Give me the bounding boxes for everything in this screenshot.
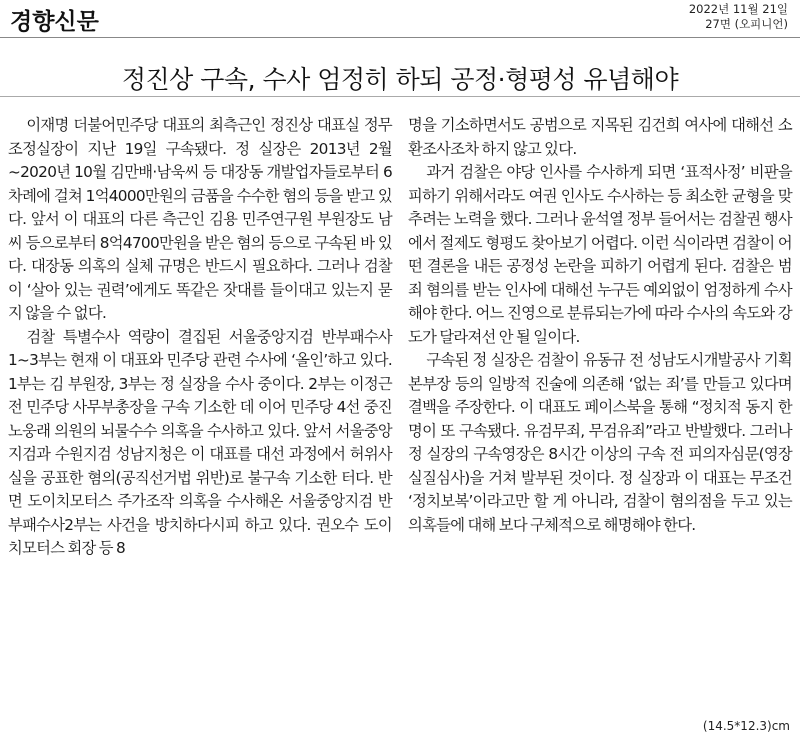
paragraph: 과거 검찰은 야당 인사를 수사하게 되면 ‘표적사정’ 비판을 피하기 위해서라도 여권 인사도 수사하는 등 최소한 균형을 맞추려는 노력을 했다. 그러나 윤석열 정부 들어서는 검찰권 행사에서 절제도 형평도 찾아보기 어렵다. 이런 식이라면 검찰이 어떤 결론을 내든 공정성 논란을 피하기 어렵게 된다. 검찰은 범죄 혐의를 받는 인사에 대해선 누구든 예외없이 엄정하게 수사해야 한다. 어느 진영으로 분류되는가에 따라 수사의 속도와 강도가 달라져선 안 될 일이다. [408, 163, 792, 346]
article-body [8, 114, 792, 561]
paragraph: 구속된 정 실장은 검찰이 유동규 전 성남도시개발공사 기획본부장 등의 일방적 진술에 의존해 ‘없는 죄’를 만들고 있다며 결백을 주장한다. 이 대표도 페이스북을 통해 “정치적 동지 한 명이 또 구속됐다. 유검무죄, 무검유죄”라고 반발했다. 그러나 정 실장의 구속영장은 8시간 이상의 구속 전 피의자심문(영장실질심사)을 거쳐 발부된 것이다. 정 실장과 이 대표는 무조건 ‘정치보복’이라고만 할 게 아니라, 검찰이 혐의점을 두고 있는 의혹들에 대해 보다 구체적으로 해명해야 한다. [408, 351, 792, 534]
top-divider [0, 37, 800, 38]
right-column [408, 114, 792, 561]
publication-date: 2022년 11월 21일 [688, 2, 788, 16]
left-column [8, 114, 392, 561]
clipping-size: (14.5*12.3)cm [702, 719, 790, 733]
headline-divider [0, 96, 800, 97]
paragraph-continued: 명을 기소하면서도 공범으로 지목된 김건희 여사에 대해선 소환조사조차 하지 않고 있다. [408, 116, 792, 158]
newspaper-masthead: 경향신문 [10, 9, 99, 35]
paragraph: 검찰 특별수사 역량이 결집된 서울중앙지검 반부패수사1~3부는 현재 이 대표와 민주당 관련 수사에 ‘올인’하고 있다. 1부는 김 부원장, 3부는 정 실장을 수사 중이다. 2부는 이정근 전 민주당 사무부총장을 구속 기소한 데 이어 민주당 4선 중진 노웅래 의원의 뇌물수수 의혹을 수사하고 있다. 앞서 서울중앙지검과 수원지검 성남지청은 이 대표를 대선 과정에서 허위사실을 공표한 혐의(공직선거법 위반)로 불구속 기소한 터다. 반면 도이치모터스 주가조작 의혹을 수사해온 서울중앙지검 반부패수사2부는 사건을 방치하다시피 하고 있다. 권오수 도이치모터스 회장 등 8 [8, 327, 392, 557]
article-headline: 정진상 구속, 수사 엄정히 하되 공정·형평성 유념해야 [121, 64, 679, 94]
page-section: 27면 (오피니언) [705, 17, 788, 31]
paragraph: 이재명 더불어민주당 대표의 최측근인 정진상 대표실 정무조정실장이 지난 19일 구속됐다. 정 실장은 2013년 2월~2020년 10월 김만배·남욱씨 등 대장동 개발업자들로부터 6차례에 걸쳐 1억4000만원의 금품을 수수한 혐의 등을 받고 있다. 앞서 이 대표의 다른 측근인 김용 민주연구원 부원장도 남씨 등으로부터 8억4700만원을 받은 혐의 등으로 구속된 바 있다. 대장동 의혹의 실체 규명은 반드시 필요하다. 그러나 검찰이 ‘살아 있는 권력’에게도 똑같은 잣대를 들이대고 있는지 묻지 않을 수 없다. [8, 116, 392, 322]
article-meta [689, 2, 788, 32]
